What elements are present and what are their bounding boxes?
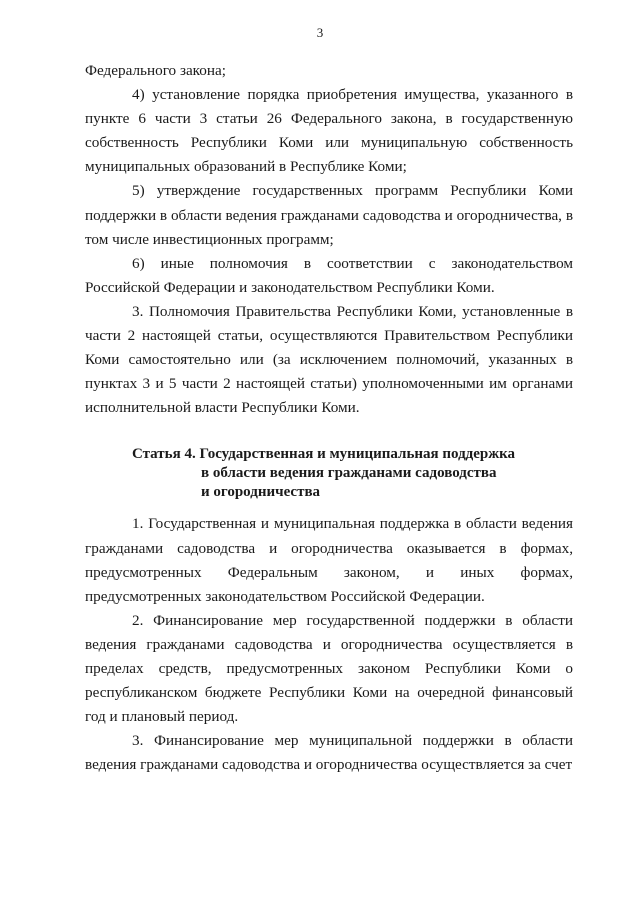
list-item-6: 6) иные полномочия в соответствии с законодательством Российской Федерации и законодательством Республики Коми. <box>85 254 573 296</box>
article-heading-line-1: Статья 4. Государственная и муниципальная поддержка <box>132 446 516 463</box>
article-heading-line-3: и огородничества <box>201 484 321 501</box>
article-heading <box>85 445 573 502</box>
list-item-4: 4) установление порядка приобретения имущества, указанного в пункте 6 части 3 статьи 26 Федерального закона, в государственную собственность Республики Коми или муниципальную собственность муниципальных образований в Республике Коми; <box>85 86 573 176</box>
page-number: 3 <box>316 25 324 40</box>
document-body <box>85 59 573 777</box>
paragraph-continuation: Федерального закона; <box>85 62 226 79</box>
paragraph-point-3: 3. Полномочия Правительства Республики Коми, установленные в части 2 настоящей статьи, осуществляются Правительством Республики Коми самостоятельно или (за исключением полномочий, указанных в пунктах 3 и 5 части 2 настоящей статьи) уполномоченными им органами исполнительной власти Республики Коми. <box>85 302 573 417</box>
article-heading-line-2: в области ведения гражданами садоводства <box>201 465 497 482</box>
list-item-5: 5) утверждение государственных программ Республики Коми поддержки в области ведения гражданами садоводства и огородничества, в том числе инвестиционных программ; <box>85 182 573 248</box>
article-paragraph-1: 1. Государственная и муниципальная поддержка в области ведения гражданами садоводства и огородничества оказывается в формах, предусмотренных Федеральным законом, и иных формах, предусмотренных законодательством Российской Федерации. <box>85 515 573 605</box>
article-paragraph-2: 2. Финансирование мер государственной поддержки в области ведения гражданами садоводства и огородничества осуществляется в пределах средств, предусмотренных законом Республики Коми о республиканском бюджете Республики Коми на очередной финансовый год и плановый период. <box>85 611 573 726</box>
article-paragraph-3: 3. Финансирование мер муниципальной поддержки в области ведения гражданами садоводства и огородничества осуществляется за счет <box>85 732 573 774</box>
